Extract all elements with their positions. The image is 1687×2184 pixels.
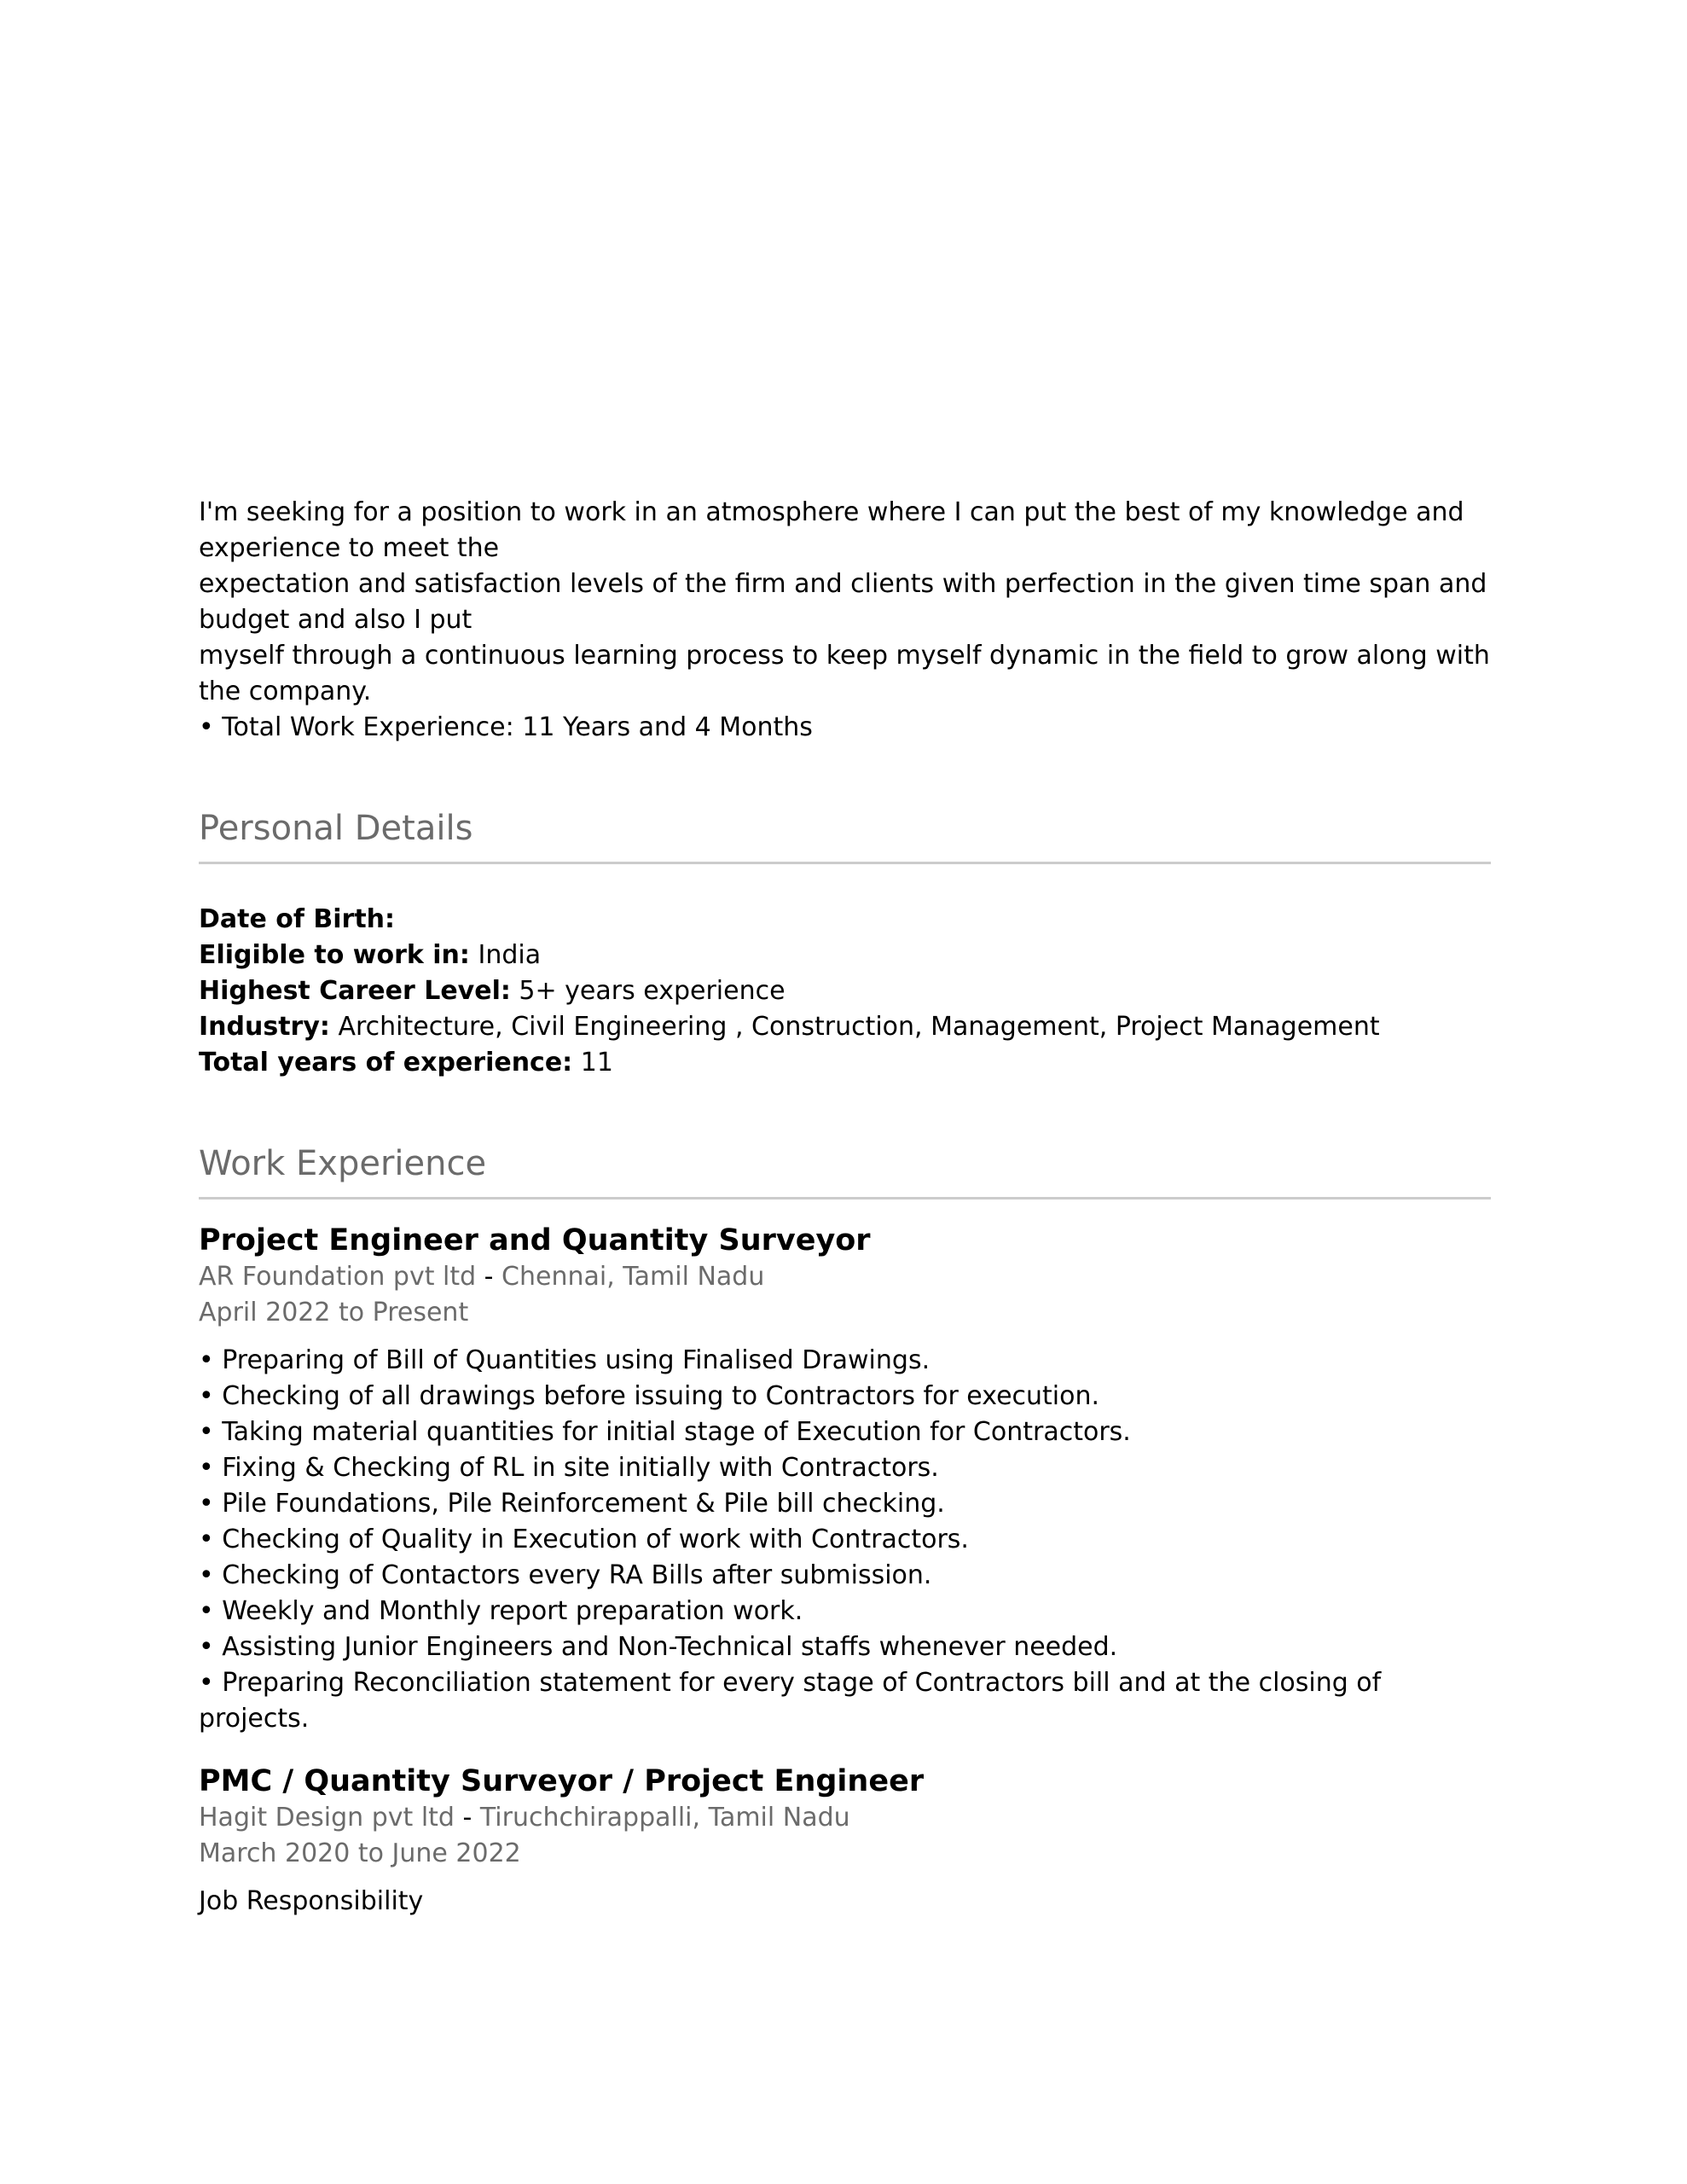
resume-page xyxy=(199,495,1491,1920)
job-dates: April 2022 to Present xyxy=(199,1298,469,1327)
detail-row-dob xyxy=(199,902,1491,938)
job-title: Project Engineer and Quantity Surveyor xyxy=(199,1223,871,1258)
detail-value: 5+ years experience xyxy=(519,976,786,1006)
summary-line: I'm seeking for a position to work in an atmosphere where I can put the best of my knowledge and experience to meet the xyxy=(199,497,1464,563)
job-company: AR Foundation pvt ltd xyxy=(199,1262,477,1292)
detail-row-eligible xyxy=(199,938,1491,973)
job-dates: March 2020 to June 2022 xyxy=(199,1838,521,1868)
summary-line: myself through a continuous learning process to keep myself dynamic in the field to grow along with the company. xyxy=(199,641,1490,706)
list-item: • Preparing Reconciliation statement for every stage of Contractors bill and at the closing of projects. xyxy=(199,1668,1382,1734)
detail-value: 11 xyxy=(580,1048,613,1077)
job-entry xyxy=(199,1763,1491,1920)
detail-label: Total years of experience: xyxy=(199,1048,573,1077)
job-bullet-list xyxy=(199,1343,1491,1737)
total-experience: • Total Work Experience: 11 Years and 4 Months xyxy=(199,712,813,742)
list-item: • Weekly and Monthly report preparation work. xyxy=(199,1596,803,1626)
detail-row-total-years xyxy=(199,1045,1491,1081)
summary-section xyxy=(199,495,1491,746)
detail-label: Industry: xyxy=(199,1012,330,1042)
detail-label: Date of Birth: xyxy=(199,904,396,934)
work-experience-heading: Work Experience xyxy=(199,1142,1491,1199)
list-item: • Assisting Junior Engineers and Non-Technical staffs whenever needed. xyxy=(199,1632,1118,1662)
job-company-line xyxy=(199,1800,1491,1836)
detail-label: Highest Career Level: xyxy=(199,976,511,1006)
job-company-line xyxy=(199,1259,1491,1295)
detail-label: Eligible to work in: xyxy=(199,940,470,970)
list-item: • Taking material quantities for initial stage of Execution for Contractors. xyxy=(199,1417,1131,1447)
list-item: • Checking of Quality in Execution of work with Contractors. xyxy=(199,1525,969,1554)
list-item: • Preparing of Bill of Quantities using Finalised Drawings. xyxy=(199,1345,930,1375)
list-item: • Checking of Contactors every RA Bills after submission. xyxy=(199,1560,932,1590)
job-location: Tiruchchirappalli, Tamil Nadu xyxy=(479,1803,850,1833)
detail-row-career-level xyxy=(199,973,1491,1009)
personal-details-heading: Personal Details xyxy=(199,807,1491,864)
list-item: • Fixing & Checking of RL in site initially with Contractors. xyxy=(199,1453,939,1483)
detail-value: Architecture, Civil Engineering , Construction, Management, Project Management xyxy=(338,1012,1380,1042)
job-company: Hagit Design pvt ltd xyxy=(199,1803,455,1833)
detail-value: India xyxy=(478,940,542,970)
job-location: Chennai, Tamil Nadu xyxy=(501,1262,765,1292)
job-separator: - xyxy=(476,1262,502,1292)
job-entry xyxy=(199,1222,1491,1737)
summary-line: expectation and satisfaction levels of the firm and clients with perfection in the given time span and budget and also I put xyxy=(199,569,1487,635)
personal-details-list xyxy=(199,902,1491,1081)
job-separator: - xyxy=(454,1803,480,1833)
list-item: • Checking of all drawings before issuing to Contractors for execution. xyxy=(199,1381,1100,1411)
job-title: PMC / Quantity Surveyor / Project Engineer xyxy=(199,1764,925,1798)
detail-row-industry xyxy=(199,1009,1491,1045)
list-item: • Pile Foundations, Pile Reinforcement & Pile bill checking. xyxy=(199,1489,945,1519)
job-description: Job Responsibility xyxy=(199,1886,424,1916)
